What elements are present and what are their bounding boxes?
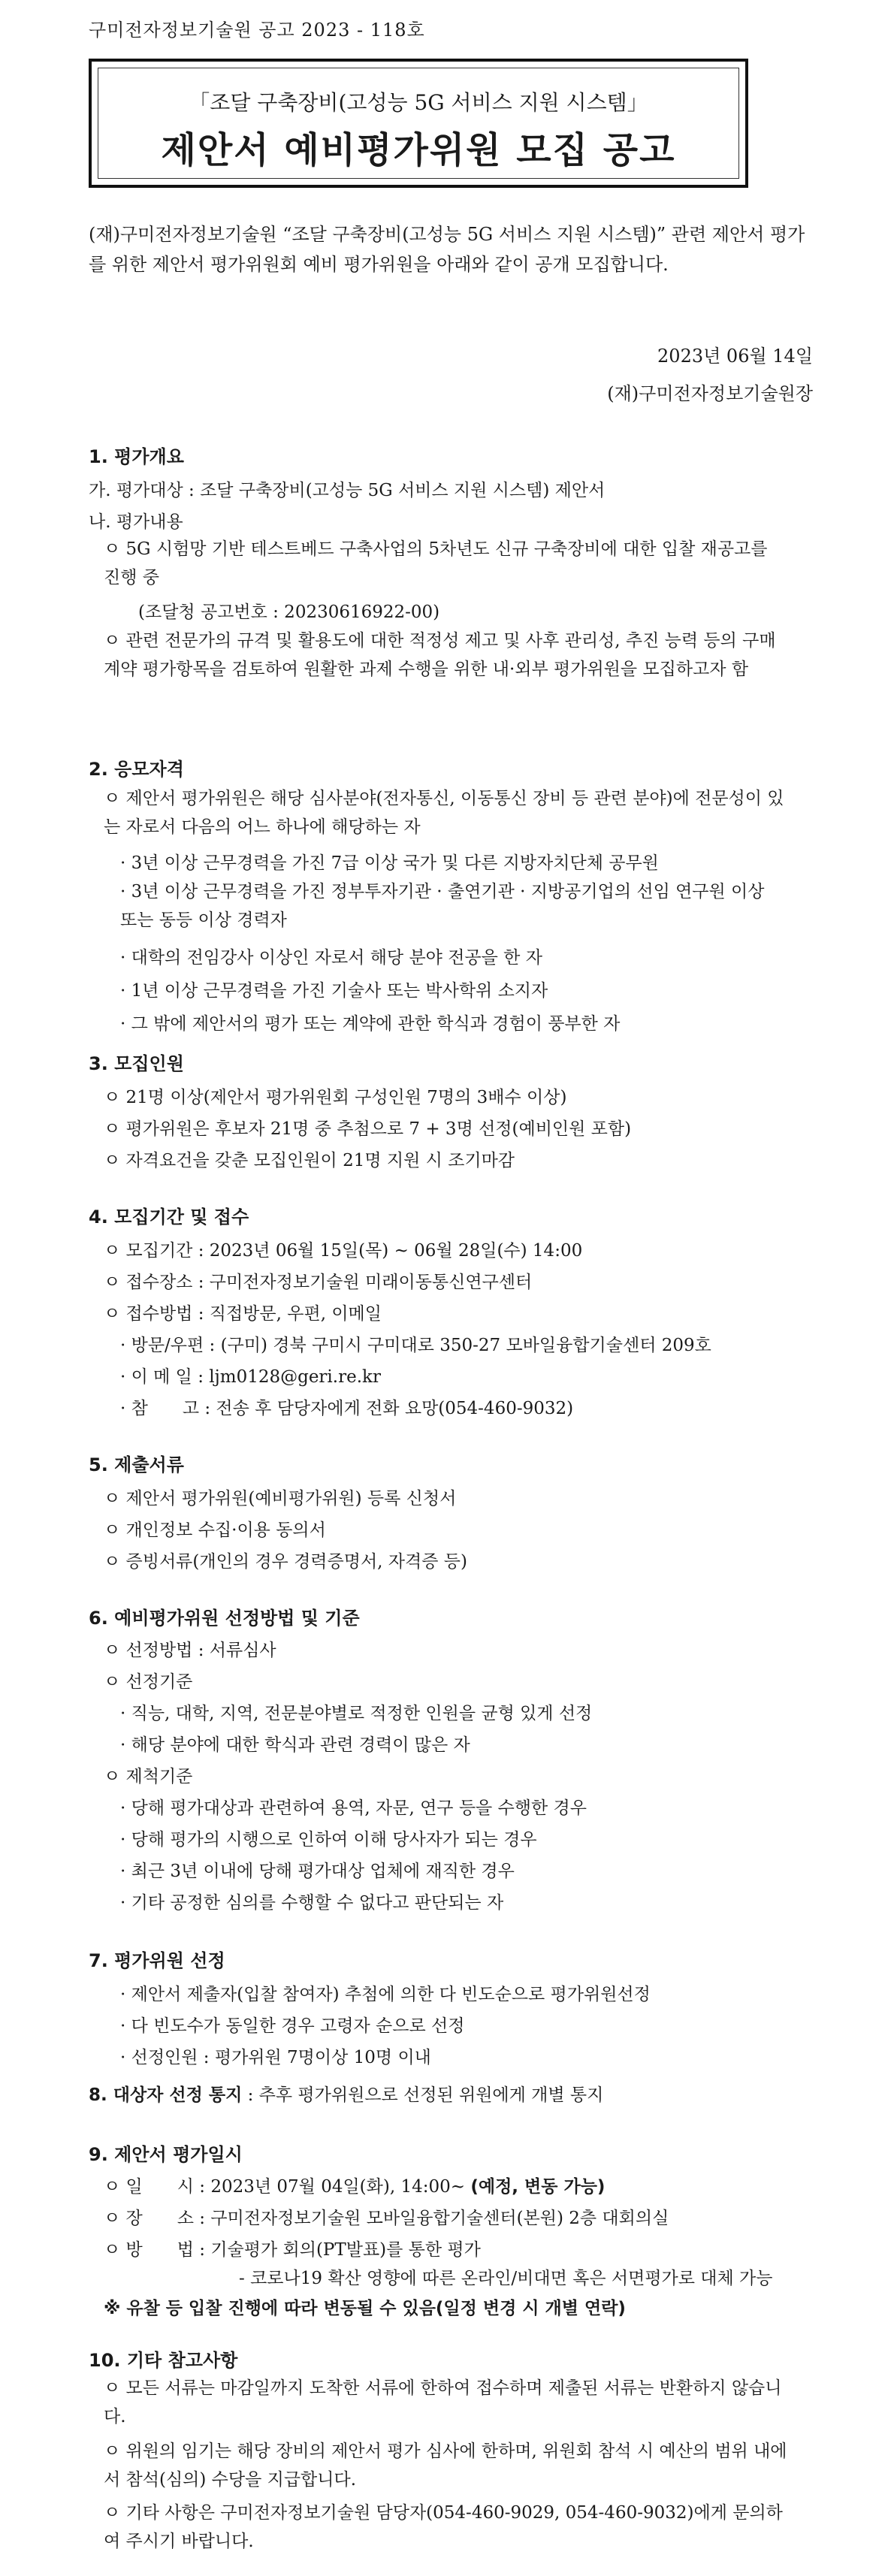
section-1-title: 1. 평가개요 [89, 446, 184, 467]
section-2-title: 2. 응모자격 [89, 759, 184, 780]
s4-place: ㅇ 접수장소 : 구미전자정보기술원 미래이동통신연구센터 [104, 1273, 533, 1292]
s6-exclusion-3: · 최근 3년 이내에 당해 평가대상 업체에 재직한 경우 [120, 1862, 515, 1881]
s3-item-1: ㅇ 21명 이상(제안서 평가위원회 구성인원 7명의 3배수 이상) [104, 1088, 567, 1107]
section-8-text: : 추후 평가위원으로 선정된 위원에게 개별 통지 [242, 2085, 604, 2105]
section-9-title: 9. 제안서 평가일시 [89, 2144, 243, 2165]
s4-visit: · 방문/우편 : (구미) 경북 구미시 구미대로 350-27 모바일융합기술센터 209호 [120, 1336, 711, 1355]
s5-item-1: ㅇ 제안서 평가위원(예비평가위원) 등록 신청서 [104, 1489, 457, 1508]
section-5-title: 5. 제출서류 [89, 1454, 184, 1475]
s2-item-1: ㅇ 제안서 평가위원은 해당 심사분야(전자통신, 이동통신 장비 등 관련 분야)에 전문성이 있는 자로서 다음의 어느 하나에 해당하는 자 [104, 789, 784, 837]
s9-datetime-note: (예정, 변동 가능) [470, 2177, 606, 2197]
s9-method-note: - 코로나19 확산 영향에 따른 온라인/비대면 혹은 서면평가로 대체 가능 [239, 2269, 773, 2288]
s6-criteria: ㅇ 선정기준 [104, 1672, 193, 1692]
s2-sub-3: · 대학의 전임강사 이상인 자로서 해당 분야 전공을 한 자 [120, 948, 542, 968]
s1-target: 가. 평가대상 : 조달 구축장비(고성능 5G 서비스 지원 시스템) 제안서 [89, 481, 606, 500]
title-box-inner [98, 68, 739, 179]
s10-item-3: ㅇ 기타 사항은 구미전자정보기술원 담당자(054-460-9029, 054-460-9032)에게 문의하여 주시기 바랍니다. [104, 2503, 783, 2551]
section-3-title: 3. 모집인원 [89, 1053, 184, 1074]
intro-paragraph: (재)구미전자정보기술원 “조달 구축장비(고성능 5G 서비스 지원 시스템)” 관련 제안서 평가를 위한 제안서 평가위원회 예비 평가위원을 아래와 같이 공개 모집합니다. [89, 224, 805, 275]
section-10-title: 10. 기타 참고사항 [89, 2350, 238, 2371]
section-6-title: 6. 예비평가위원 선정방법 및 기준 [89, 1608, 360, 1629]
s4-period: ㅇ 모집기간 : 2023년 06월 15일(목) ~ 06월 28일(수) 14:00 [104, 1241, 583, 1261]
s9-warning: ※ 유찰 등 입찰 진행에 따라 변동될 수 있음(일정 변경 시 개별 연락) [104, 2299, 626, 2318]
issuer: (재)구미전자정보기술원장 [607, 383, 813, 404]
s6-criteria-1: · 직능, 대학, 지역, 전문분야별로 적정한 인원을 균형 있게 선정 [120, 1704, 593, 1723]
s6-criteria-2: · 해당 분야에 대한 학식과 관련 경력이 많은 자 [120, 1735, 470, 1755]
s7-item-3: · 선정인원 : 평가위원 7명이상 10명 이내 [120, 2048, 431, 2067]
s9-datetime-text: ㅇ 일 시 : 2023년 07월 04일(화), 14:00~ [104, 2177, 471, 2197]
s4-method: ㅇ 접수방법 : 직접방문, 우편, 이메일 [104, 1304, 382, 1324]
s10-item-1: ㅇ 모든 서류는 마감일까지 도착한 서류에 한하여 접수하며 제출된 서류는 반환하지 않습니다. [104, 2378, 782, 2427]
title-subtitle: 「조달 구축장비(고성능 5G 서비스 지원 시스템」 [189, 90, 648, 115]
s1-notice-no: (조달청 공고번호 : 20230616922-00) [138, 602, 440, 622]
s2-sub-4: · 1년 이상 근무경력을 가진 기술사 또는 박사학위 소지자 [120, 981, 548, 1001]
s9-method: ㅇ 방 법 : 기술평가 회의(PT발표)를 통한 평가 [104, 2240, 481, 2260]
s2-sub-2: · 3년 이상 근무경력을 가진 정부투자기관 · 출연기관 · 지방공기업의 선임 연구원 이상 또는 동등 이상 경력자 [120, 882, 765, 930]
s3-item-2: ㅇ 평가위원은 후보자 21명 중 추첨으로 7 + 3명 선정(예비인원 포함) [104, 1119, 632, 1139]
s6-exclusion-2: · 당해 평가의 시행으로 인하여 이해 당사자가 되는 경우 [120, 1830, 537, 1850]
s5-item-2: ㅇ 개인정보 수집·이용 동의서 [104, 1521, 326, 1540]
s6-exclusion: ㅇ 제척기준 [104, 1767, 193, 1786]
section-7-title: 7. 평가위원 선정 [89, 1950, 225, 1971]
section-8 [89, 2081, 603, 2106]
s5-item-3: ㅇ 증빙서류(개인의 경우 경력증명서, 자격증 등) [104, 1552, 467, 1572]
section-4-title: 4. 모집기간 및 접수 [89, 1206, 249, 1228]
s9-place: ㅇ 장 소 : 구미전자정보기술원 모바일융합기술센터(본원) 2층 대회의실 [104, 2209, 669, 2228]
title-box [89, 59, 748, 188]
section-8-title: 8. 대상자 선정 통지 [89, 2085, 243, 2105]
s7-item-2: · 다 빈도수가 동일한 경우 고령자 순으로 선정 [120, 2016, 465, 2036]
s6-exclusion-1: · 당해 평가대상과 관련하여 용역, 자문, 연구 등을 수행한 경우 [120, 1798, 587, 1818]
s6-exclusion-4: · 기타 공정한 심의를 수행할 수 없다고 판단되는 자 [120, 1893, 504, 1913]
notice-number: 구미전자정보기술원 공고 2023 - 118호 [89, 20, 425, 41]
s6-method: ㅇ 선정방법 : 서류심사 [104, 1641, 276, 1660]
notice-date: 2023년 06월 14일 [657, 346, 813, 367]
s9-datetime [104, 2173, 605, 2197]
s4-email: · 이 메 일 : ljm0128@geri.re.kr [120, 1367, 381, 1387]
s2-sub-5: · 그 밖에 제안서의 평가 또는 계약에 관한 학식과 경험이 풍부한 자 [120, 1014, 621, 1034]
page-title: 제안서 예비평가위원 모집 공고 [161, 129, 676, 171]
s10-item-2: ㅇ 위원의 임기는 해당 장비의 제안서 평가 심사에 한하며, 위원회 참석 시 예산의 범위 내에서 참석(심의) 수당을 지급합니다. [104, 2442, 787, 2490]
s1-content-label: 나. 평가내용 [89, 512, 183, 532]
s1-item-2: ㅇ 관련 전문가의 규격 및 활용도에 대한 적정성 제고 및 사후 관리성, 추진 능력 등의 구매계약 평가항목을 검토하여 원활한 과제 수행을 위한 내·외부 평가위원을 모집하고자 함 [104, 631, 776, 679]
s3-item-3: ㅇ 자격요건을 갖춘 모집인원이 21명 지원 시 조기마감 [104, 1151, 515, 1170]
s4-note: · 참 고 : 전송 후 담당자에게 전화 요망(054-460-9032) [120, 1399, 574, 1418]
s1-item-1: ㅇ 5G 시험망 기반 테스트베드 구축사업의 5차년도 신규 구축장비에 대한 입찰 재공고를 진행 중 [104, 539, 768, 587]
s2-sub-1: · 3년 이상 근무경력을 가진 7급 이상 국가 및 다른 지방자치단체 공무원 [120, 853, 659, 873]
s7-item-1: · 제안서 제출자(입찰 참여자) 추첨에 의한 다 빈도순으로 평가위원선정 [120, 1985, 651, 2004]
